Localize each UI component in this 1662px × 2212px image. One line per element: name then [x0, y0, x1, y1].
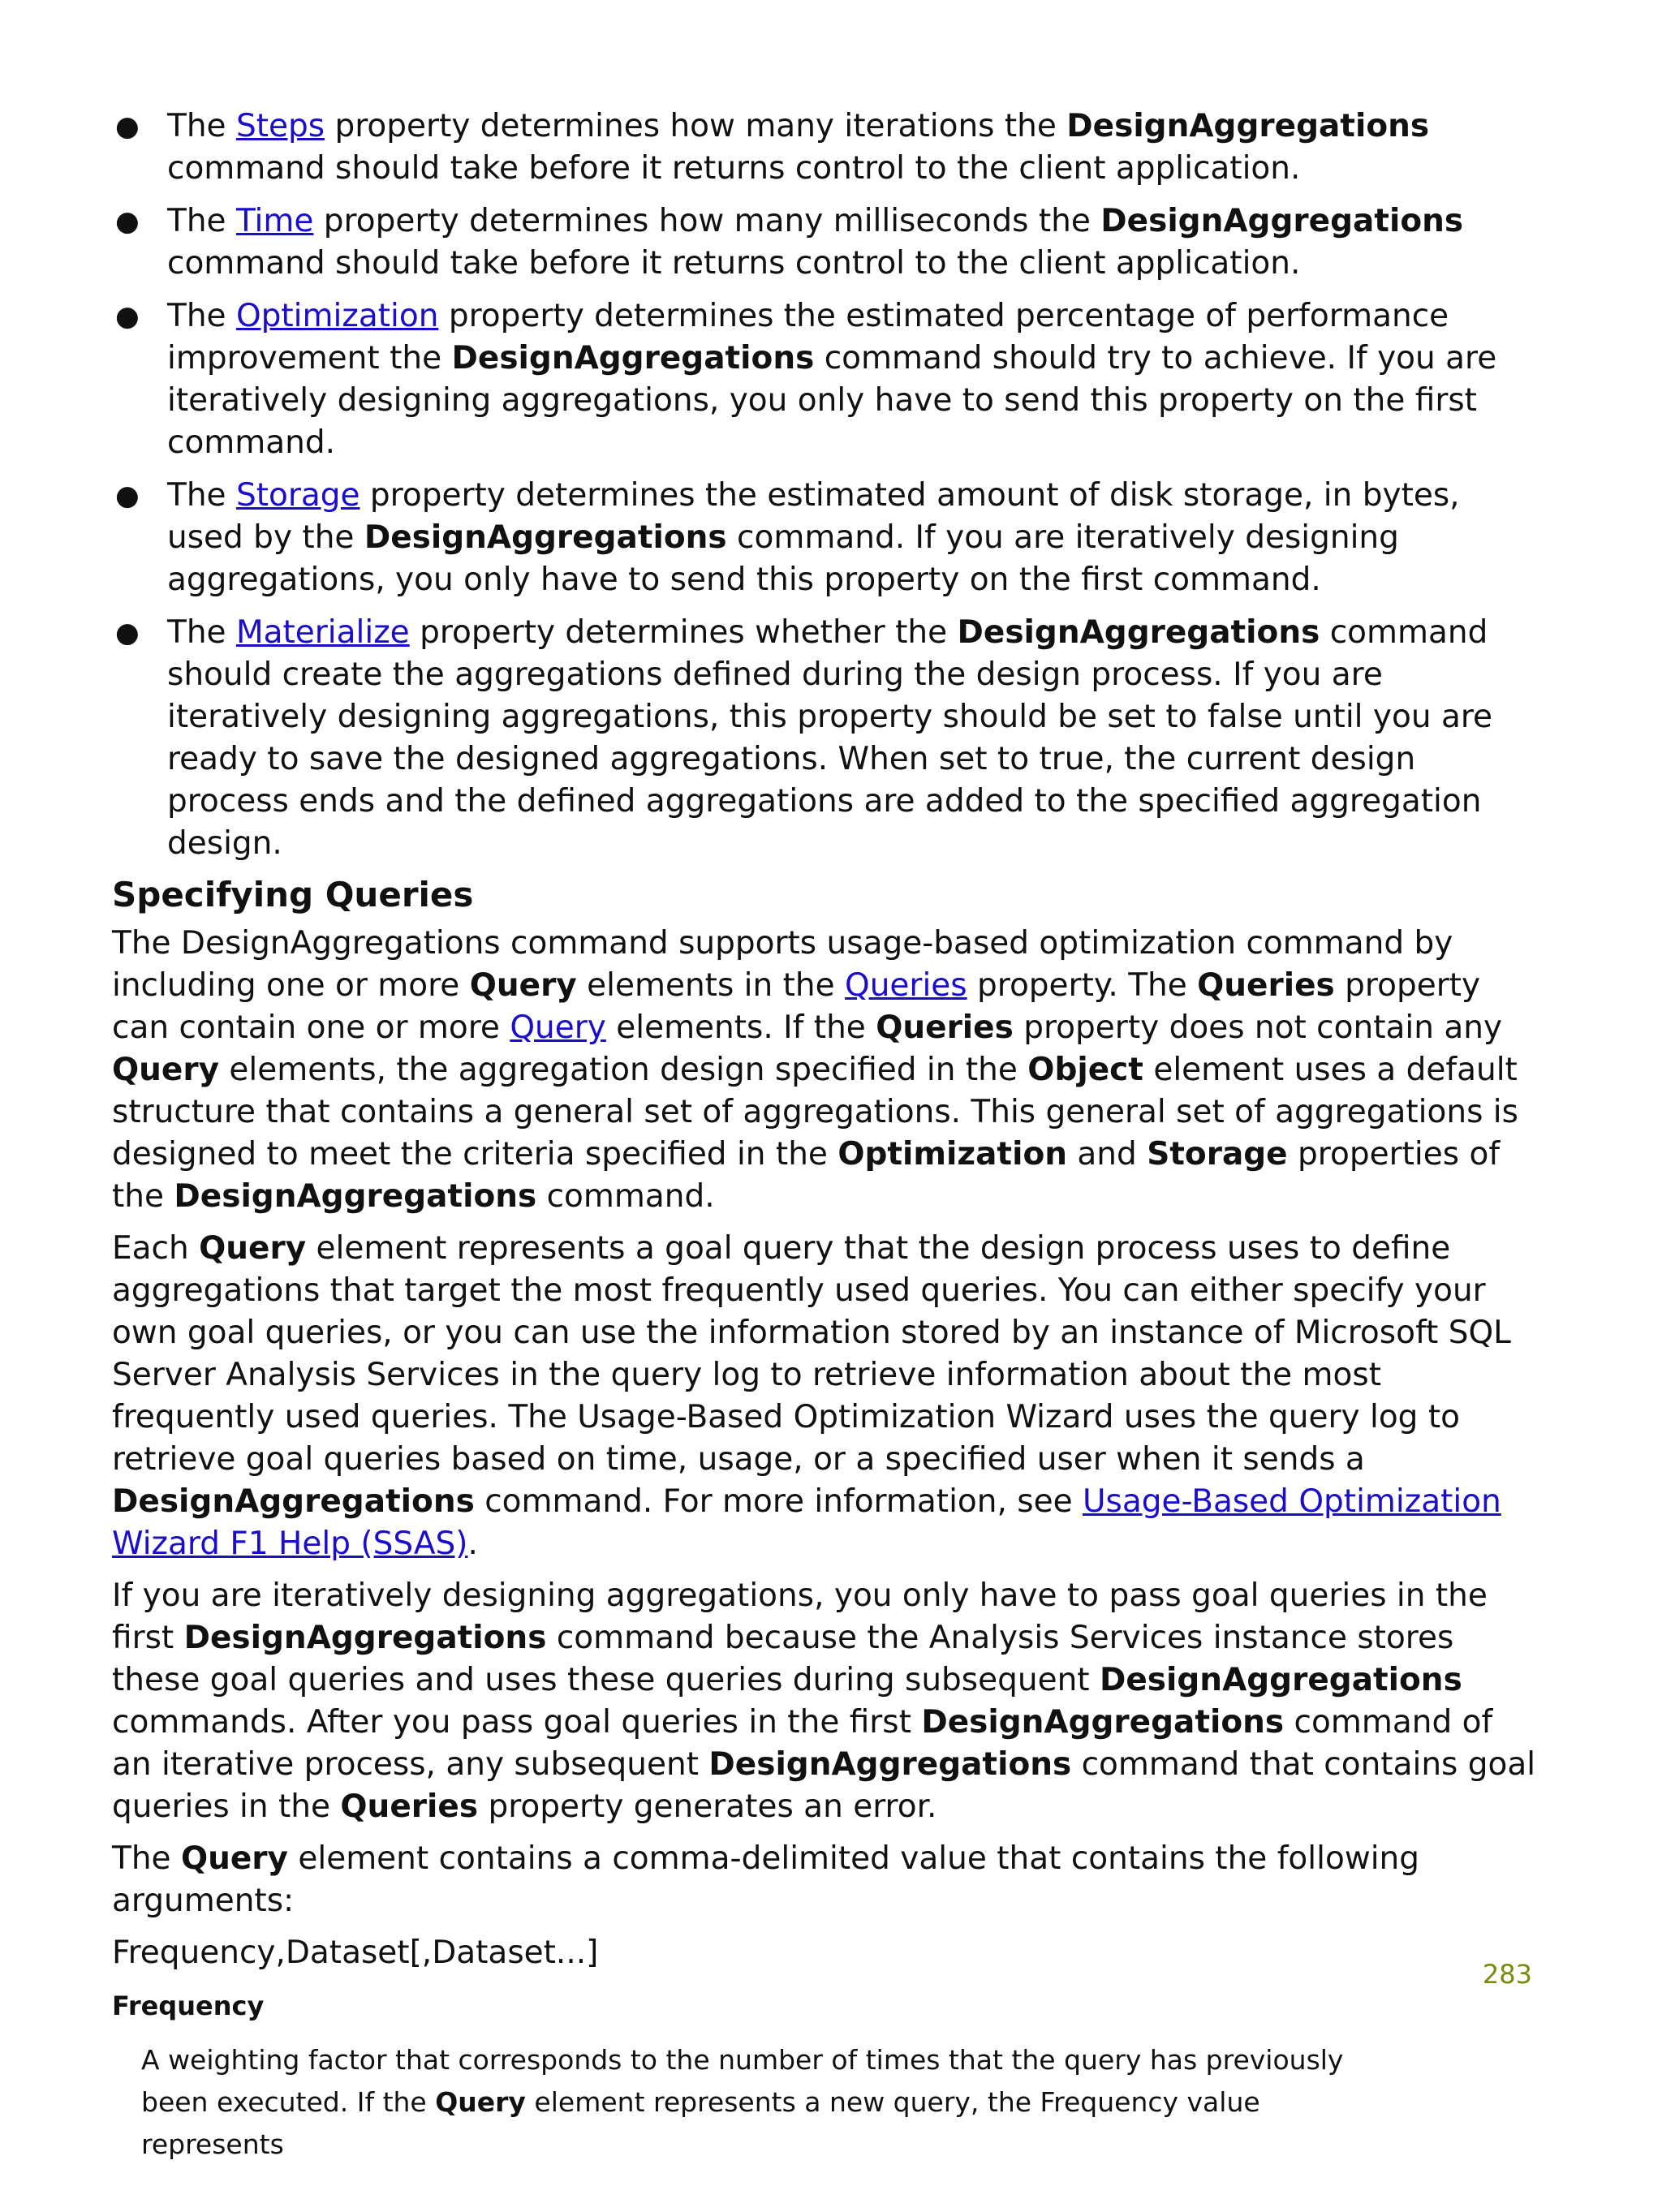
- bold-term: DesignAggregations: [1066, 108, 1430, 144]
- paragraph-query-element: The Query element contains a comma-delimited value that contains the following arguments:: [112, 1840, 1420, 1919]
- optimization-link[interactable]: Optimization: [235, 298, 439, 334]
- bold-term: Object: [1027, 1052, 1143, 1088]
- bold-term: Queries: [876, 1009, 1014, 1046]
- bullet-time: [112, 200, 1540, 285]
- bold-term: Queries: [340, 1788, 479, 1825]
- bold-term: Optimization: [837, 1136, 1068, 1173]
- bullet-dot-icon: ●: [115, 205, 140, 238]
- bold-term: Query: [112, 1052, 220, 1088]
- page-number: 283: [1482, 1959, 1532, 1990]
- materialize-link[interactable]: Materialize: [235, 614, 410, 651]
- bold-term: Query: [469, 967, 577, 1004]
- storage-link[interactable]: Storage: [235, 477, 360, 514]
- paragraph-goal-queries: Each Query element represents a goal query that the design process uses to define aggregations that target the most frequently used queries. You can either specify your own goal queries, or you can use the information stored by an instance of Microsoft SQL Server Analysis Services in the query log to retrieve information about the most frequently used queries. The Usage-Based Optimization Wizard uses the query log to retrieve goal queries based on time, usage, or a specified user when it sends a DesignAggregations command. For more information, see Usage-Based Optimization Wizard F1 Help (SSAS).: [112, 1230, 1511, 1562]
- bullet-text: property determines how many iterations the: [325, 108, 1067, 144]
- syntax-line: Frequency,Dataset[,Dataset...]: [112, 1934, 599, 1971]
- usage-based-optimization-wizard-link[interactable]: Usage-Based Optimization Wizard F1 Help (SSAS): [112, 1483, 1501, 1562]
- query-link[interactable]: Query: [510, 1009, 606, 1046]
- paragraph-queries-overview: The DesignAggregations command supports usage-based optimization command by including one or more Query elements in the Queries property. The Queries property can contain one or more Query elements. If the Queries property does not contain any Query elements, the aggregation design specified in the Object element uses a default structure that contains a general set of aggregations. This general set of aggregations is designed to meet the criteria specified in the Optimization and Storage properties of the DesignAggregations command.: [112, 925, 1518, 1215]
- bullet-text: command should try to achieve. If you are iteratively designing aggregations, you only have to send this property on the first command.: [167, 340, 1497, 461]
- bold-term: DesignAggregations: [921, 1704, 1285, 1741]
- bullet-dot-icon: ●: [115, 300, 140, 333]
- bold-term: Query: [199, 1230, 307, 1267]
- bold-term: DesignAggregations: [174, 1178, 537, 1215]
- bullet-text: property determines whether the: [409, 614, 958, 651]
- bullet-dot-icon: ●: [115, 110, 140, 143]
- bold-term: Storage: [1147, 1136, 1288, 1173]
- bold-term: DesignAggregations: [1100, 203, 1464, 239]
- bullet-text: command. If you are iteratively designing aggregations, you only have to send this property on the first command.: [167, 519, 1399, 598]
- section-heading: Specifying Queries: [112, 875, 474, 914]
- bullet-materialize: [112, 612, 1540, 865]
- bullet-text: property determines the estimated amount of disk storage, in bytes, used by the: [167, 477, 1460, 556]
- bullet-text: The: [167, 203, 236, 239]
- time-link[interactable]: Time: [235, 203, 314, 239]
- bullet-text: The: [167, 298, 236, 334]
- steps-link[interactable]: Steps: [235, 108, 325, 144]
- bold-term: DesignAggregations: [364, 519, 727, 556]
- bullet-optimization: [112, 295, 1540, 464]
- bullet-text: The: [167, 108, 236, 144]
- bullet-text: command should create the aggregations defined during the design process. If you are iteratively designing aggregations, this property should be set to false until you are ready to save the designed aggregations. When set to true, the current design process ends and the defined aggregations are added to the specified aggregation design.: [167, 614, 1493, 862]
- bullet-dot-icon: ●: [115, 617, 140, 649]
- bullet-text: The: [167, 477, 236, 514]
- property-bullet-list: [112, 105, 1540, 865]
- bullet-storage: [112, 475, 1540, 601]
- bullet-text: property determines how many milliseconds the: [313, 203, 1101, 239]
- bold-term: DesignAggregations: [708, 1746, 1072, 1783]
- definition-frequency: A weighting factor that corresponds to the number of times that the query has previously been executed. If the Query element represents a new query, the Frequency value represents: [141, 2044, 1344, 2160]
- bold-term: DesignAggregations: [112, 1483, 475, 1520]
- queries-link[interactable]: Queries: [845, 967, 967, 1004]
- bullet-text: The: [167, 614, 236, 651]
- bullet-text: command should take before it returns control to the client application.: [167, 150, 1301, 187]
- bullet-text: property determines the estimated percentage of performance improvement the: [167, 298, 1449, 377]
- bold-term: DesignAggregations: [183, 1620, 547, 1656]
- bold-term: DesignAggregations: [1099, 1662, 1462, 1698]
- bold-term: Query: [435, 2086, 526, 2118]
- bullet-text: command should take before it returns control to the client application.: [167, 245, 1301, 282]
- paragraph-iterative-design: If you are iteratively designing aggregations, you only have to pass goal queries in the first DesignAggregations command because the Analysis Services instance stores these goal queries and uses these queries during subsequent DesignAggregations commands. After you pass goal queries in the first DesignAggregations command of an iterative process, any subsequent DesignAggregations command that contains goal queries in the Queries property generates an error.: [112, 1577, 1536, 1825]
- bold-term: DesignAggregations: [451, 340, 815, 377]
- bold-term: Queries: [1197, 967, 1335, 1004]
- bold-term: Query: [180, 1840, 288, 1877]
- term-frequency: Frequency: [112, 1990, 265, 2021]
- bullet-dot-icon: ●: [115, 480, 140, 512]
- bullet-steps: [112, 105, 1540, 190]
- bold-term: DesignAggregations: [957, 614, 1320, 651]
- document-page: [112, 105, 1540, 2166]
